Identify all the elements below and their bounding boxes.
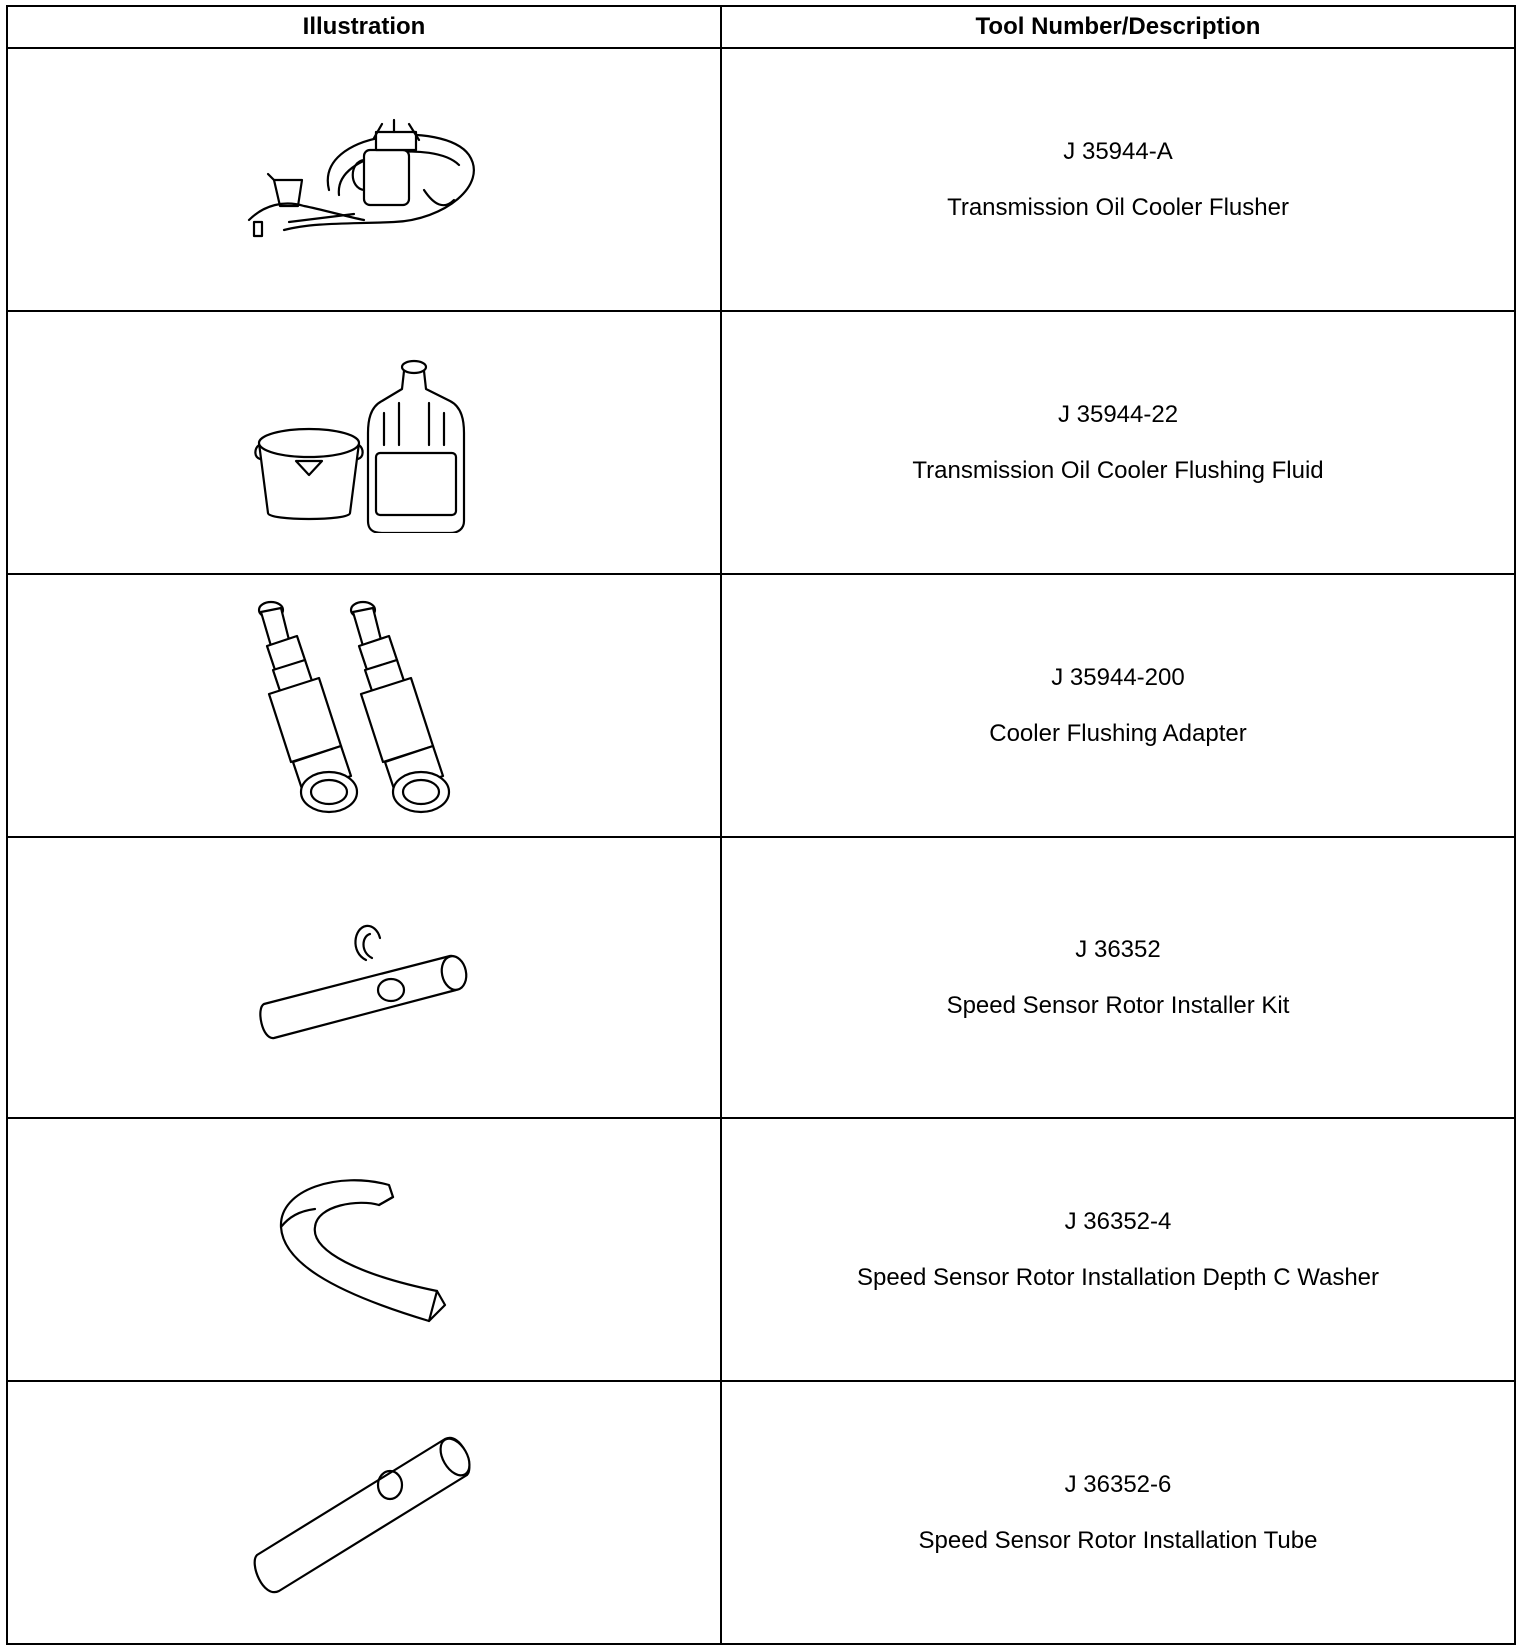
table-row: [7, 837, 1515, 1118]
tool-number: J 35944-22: [1057, 400, 1179, 428]
tool-number: J 35944-A: [1063, 137, 1173, 165]
tool-description: Speed Sensor Rotor Installation Tube: [918, 1526, 1318, 1554]
oil-cooler-flusher-icon: [244, 110, 484, 250]
tool-cell: [721, 574, 1515, 837]
tool-number: J 35944-200: [1051, 663, 1185, 691]
tool-description: Transmission Oil Cooler Flushing Fluid: [912, 456, 1324, 484]
illustration-cell: [7, 311, 721, 574]
table-row: [7, 48, 1515, 311]
tool-cell: [721, 1118, 1515, 1381]
flushing-adapter-icon: [249, 596, 479, 816]
installation-tube-icon: [249, 1423, 479, 1603]
illustration-cell: [7, 574, 721, 837]
table-row: [7, 311, 1515, 574]
flushing-fluid-icon: [254, 353, 474, 533]
illustration-cell: [7, 48, 721, 311]
tool-number: J 36352: [1075, 935, 1161, 963]
header-illustration: Illustration: [7, 6, 721, 48]
tool-cell: [721, 48, 1515, 311]
table-row: [7, 1118, 1515, 1381]
illustration-cell: [7, 1381, 721, 1644]
tool-cell: [721, 1381, 1515, 1644]
rotor-installer-kit-icon: [254, 908, 474, 1048]
illustration-cell: [7, 1118, 721, 1381]
header-tool-number-description: Tool Number/Description: [721, 6, 1515, 48]
tool-description: Speed Sensor Rotor Installation Depth C Washer: [856, 1263, 1380, 1291]
header-row: [7, 6, 1515, 48]
tool-description: Transmission Oil Cooler Flusher: [947, 193, 1289, 221]
illustration-cell: [7, 837, 721, 1118]
special-tools-table: [6, 5, 1516, 1645]
table-row: [7, 1381, 1515, 1644]
tool-number: J 36352-4: [1064, 1207, 1172, 1235]
tool-number: J 36352-6: [1064, 1470, 1172, 1498]
c-washer-icon: [269, 1175, 459, 1325]
tool-description: Speed Sensor Rotor Installer Kit: [946, 991, 1290, 1019]
tool-cell: [721, 311, 1515, 574]
table-row: [7, 574, 1515, 837]
tool-cell: [721, 837, 1515, 1118]
tool-description: Cooler Flushing Adapter: [989, 719, 1247, 747]
